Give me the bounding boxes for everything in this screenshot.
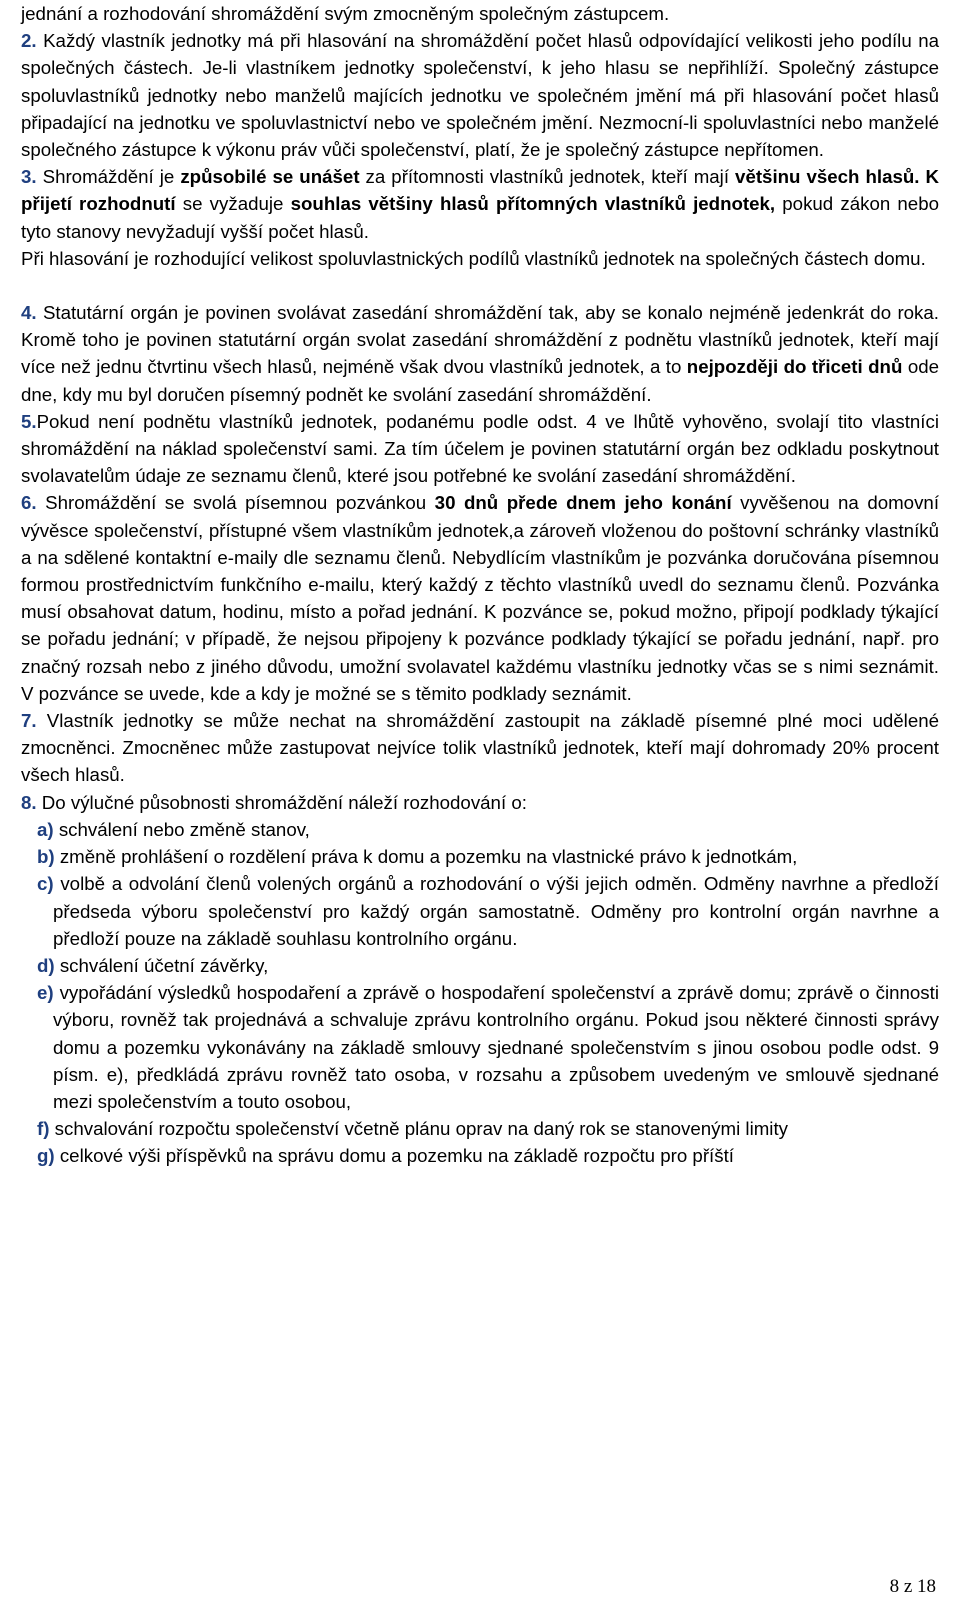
- list-item-text: vypořádání výsledků hospodaření a zprávě o hospodaření společenství a zprávě domu; zprávě o činnosti výboru, rovněž tak projednává a schvaluje zprávu kontrolního orgánu. Pokud jsou některé činnosti správy domu a pozemku vykonávány na základě smlouvy sjednané společenstvím s jinou osobou podle odst. 9 písm. e), předkládá zprávu rovněž tato osoba, v rozsahu a způsobem uvedeným ve smlouvě sjednané mezi společenstvím a touto osobou,: [53, 982, 939, 1112]
- paragraph-2: [21, 27, 939, 163]
- list-item-f: [37, 1115, 939, 1142]
- paragraph-number: 5.: [21, 410, 37, 432]
- page-number: 8 z 18: [889, 1576, 936, 1597]
- paragraph-number: 2.: [21, 30, 37, 52]
- paragraph-gap: [21, 272, 939, 299]
- paragraph-text: ode dne, kdy mu byl doručen písemný podnět ke svolání zasedání shromáždění.: [21, 356, 939, 405]
- bold-text: většinu všech hlasů. K přijetí rozhodnutí: [21, 166, 939, 215]
- list-letter: g): [37, 1145, 55, 1167]
- bold-text: souhlas většiny hlasů přítomných vlastníků jednotek,: [290, 193, 776, 215]
- paragraph-continuation: jednání a rozhodování shromáždění svým zmocněným společným zástupcem.: [21, 3, 670, 24]
- list-item-text: volbě a odvolání členů volených orgánů a rozhodování o výši jejich odměn. Odměny navrhne a předloží předseda výboru společenství pro každý orgán samostatně. Odměny pro kontrolní orgán navrhne a předloží pouze na základě souhlasu kontrolního orgánu.: [53, 873, 939, 949]
- paragraph-5: [21, 408, 939, 490]
- lettered-list: [21, 816, 939, 1170]
- paragraph-text: se vyžaduje: [175, 193, 291, 215]
- paragraph-text: Statutární orgán je povinen svolávat zasedání shromáždění tak, aby se konalo nejméně jedenkrát do roka. Kromě toho je povinen statutární orgán svolat zasedání shromáždění z podnětu vlastníků jednotek, kteří mají více než jednu čtvrtinu všech hlasů, nejméně však dvou vlastníků jednotek, a to: [21, 302, 939, 378]
- list-item-text: schvalování rozpočtu společenství včetně plánu oprav na daný rok se stanovenými limity: [49, 1118, 788, 1140]
- list-item-e: [37, 979, 939, 1115]
- bold-text: 30 dnů přede dnem jeho konání: [434, 492, 732, 514]
- paragraph-text: Shromáždění je: [36, 166, 181, 188]
- paragraph-text: za přítomnosti vlastníků jednotek, kteří mají: [359, 166, 736, 188]
- paragraph-4: [21, 299, 939, 408]
- document-body: [21, 0, 939, 1170]
- list-item-g: [37, 1142, 939, 1169]
- paragraph-number: 8.: [21, 791, 37, 813]
- list-letter: b): [37, 846, 55, 868]
- list-item-d: [37, 952, 939, 979]
- list-item-a: [37, 816, 939, 843]
- paragraph-text: pokud zákon nebo tyto stanovy nevyžadují vyšší počet hlasů.: [21, 193, 939, 242]
- list-letter: d): [37, 954, 55, 976]
- list-item-c: [37, 870, 939, 952]
- list-item-text: změně prohlášení o rozdělení práva k domu a pozemku na vlastnické právo k jednotkám,: [54, 846, 798, 868]
- list-item-text: schválení nebo změně stanov,: [53, 818, 310, 840]
- paragraph-number: 3.: [21, 166, 37, 188]
- paragraph-text: Shromáždění se svolá písemnou pozvánkou: [36, 492, 435, 514]
- list-letter: e): [37, 982, 54, 1004]
- paragraph-6: [21, 489, 939, 707]
- list-letter: f): [37, 1118, 50, 1140]
- list-letter: a): [37, 818, 54, 840]
- list-item-text: schválení účetní závěrky,: [54, 954, 269, 976]
- list-item-text: celkové výši příspěvků na správu domu a pozemku na základě rozpočtu pro příští: [54, 1145, 734, 1167]
- paragraph-3-extra: Při hlasování je rozhodující velikost spoluvlastnických podílů vlastníků jednotek na společných částech domu.: [21, 247, 926, 269]
- paragraph-number: 7.: [21, 710, 37, 732]
- paragraph-text: Vlastník jednotky se může nechat na shromáždění zastoupit na základě písemné plné moci udělené zmocněnci. Zmocněnec může zastupovat nejvíce tolik vlastníků jednotek, kteří mají dohromady 20% procent všech hlasů.: [21, 710, 939, 786]
- paragraph-text: Každý vlastník jednotky má při hlasování na shromáždění počet hlasů odpovídající velikosti jeho podílu na společných částech. Je-li vlastníkem jednotky společenství, k jeho hlasu se nepřihlíží. Společný zástupce spoluvlastníků jednotky nebo manželů majících jednotku ve společném jmění má při hlasování počet hlasů připadající na jednotku ve spoluvlastnictví nebo ve společném jmění. Nezmocní-li spoluvlastníci nebo manželé společného zástupce k výkonu práv vůči společenství, platí, že je společný zástupce nepřítomen.: [21, 30, 939, 161]
- paragraph-number: 4.: [21, 302, 37, 324]
- list-item-b: [37, 843, 939, 870]
- paragraph-text: Pokud není podnětu vlastníků jednotek, podanému podle odst. 4 ve lhůtě vyhověno, svolají tito vlastníci shromáždění na náklad společenství sami. Za tím účelem je povinen statutární orgán bez odkladu poskytnout svolavatelům údaje ze seznamu členů, které jsou potřebné ke svolání zasedání shromáždění.: [21, 410, 939, 487]
- bold-text: nejpozději do třiceti dnů: [686, 356, 903, 378]
- paragraph-text: vyvěšenou na domovní vývěsce společenství, přístupné všem vlastníkům jednotek,a zároveň vloženou do poštovní schránky vlastníků a na sdělené kontaktní e-maily dle seznamu členů. Nebydlícím vlastníkům je pozvánka doručována písemnou formou prostřednictvím funkčního e-mailu, který každý z těchto vlastníků uvedl do seznamu členů. Pozvánka musí obsahovat datum, hodinu, místo a pořad jednání. K pozvánce se, pokud možno, připojí podklady týkající se pořadu jednání; v případě, že nejsou připojeny k pozvánce podklady týkající se pořadu jednání, např. pro značný rozsah nebo z jiného důvodu, umožní svolavatel každému vlastníku jednotky včas se s nimi seznámit. V pozvánce se uvede, kde a kdy je možné se s těmito podklady seznámit.: [21, 492, 940, 704]
- list-letter: c): [37, 873, 54, 895]
- paragraph-text: Do výlučné působnosti shromáždění náleží rozhodování o:: [36, 791, 527, 813]
- paragraph-number: 6.: [21, 492, 37, 514]
- paragraph-7: [21, 707, 939, 789]
- bold-text: způsobilé se unášet: [180, 166, 360, 188]
- paragraph-8: [21, 789, 939, 816]
- paragraph-3: [21, 163, 939, 245]
